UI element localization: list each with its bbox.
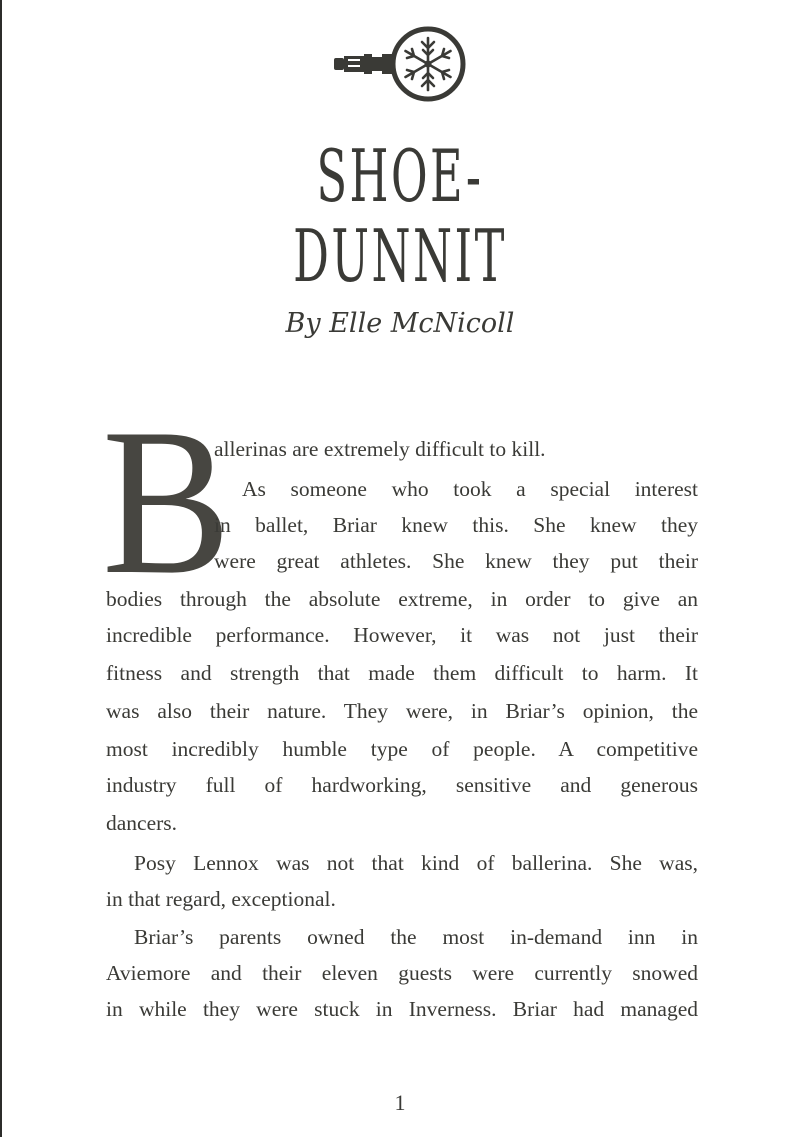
- text-line: allerinas are extremely difficult to kill.: [214, 437, 546, 461]
- text-line: in ballet, Briar knew this. She knew they: [214, 513, 698, 537]
- text-line: fitness and strength that made them difficult to harm. It: [106, 661, 698, 685]
- text-line: was also their nature. They were, in Briar’s opinion, the: [106, 699, 698, 723]
- text-line: As someone who took a special interest: [242, 477, 698, 501]
- author-byline: By Elle McNicoll: [285, 308, 515, 339]
- text-line: Briar’s parents owned the most in-demand inn in: [134, 925, 698, 949]
- story-title-line-1: SHOE-: [316, 134, 484, 218]
- text-line: were great athletes. She knew they put their: [214, 549, 698, 573]
- text-line: Posy Lennox was not that kind of ballerina. She was,: [134, 851, 698, 875]
- text-line: in that regard, exceptional.: [106, 887, 336, 911]
- text-line: incredible performance. However, it was not just their: [106, 623, 698, 647]
- text-line: Aviemore and their eleven guests were currently snowed: [106, 961, 698, 985]
- page-number: 1: [394, 1090, 406, 1115]
- text-line: bodies through the absolute extreme, in order to give an: [106, 587, 698, 611]
- story-title-line-2: DUNNIT: [293, 214, 507, 298]
- text-line: in while they were stuck in Inverness. Briar had managed: [106, 997, 698, 1021]
- drop-cap: B: [102, 386, 231, 618]
- text-line: industry full of hardworking, sensitive and generous: [106, 773, 698, 797]
- magnifying-glass-snowflake-icon: [330, 24, 470, 106]
- text-line: most incredibly humble type of people. A competitive: [106, 737, 698, 761]
- page-edge: [0, 0, 2, 1137]
- text-line: dancers.: [106, 811, 178, 835]
